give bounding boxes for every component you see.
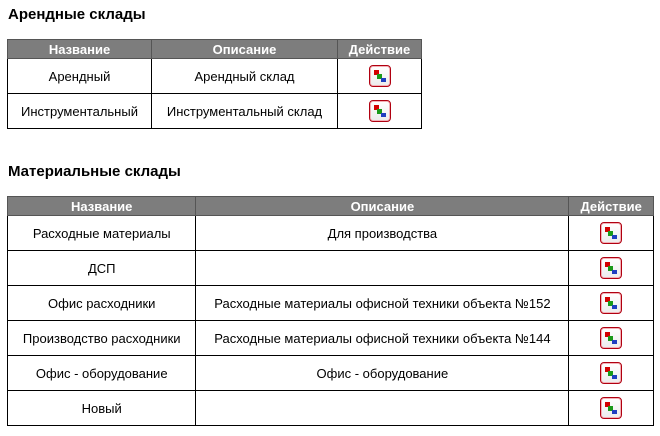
column-header-description: Описание — [152, 40, 338, 59]
rental-warehouses-table — [7, 39, 422, 129]
warehouse-description: Офис - оборудование — [196, 356, 569, 391]
table-row — [8, 216, 654, 251]
warehouse-description: Расходные материалы офисной техники объекта №152 — [196, 286, 569, 321]
edit-icon[interactable] — [600, 222, 622, 244]
warehouse-name: Арендный — [8, 59, 152, 94]
edit-icon[interactable] — [369, 65, 391, 87]
table-row — [8, 286, 654, 321]
action-cell — [569, 391, 654, 426]
action-cell — [338, 59, 422, 94]
table-header-row — [8, 197, 654, 216]
warehouse-name: Производство расходники — [8, 321, 196, 356]
column-header-name: Название — [8, 40, 152, 59]
warehouse-name: Новый — [8, 391, 196, 426]
edit-icon[interactable] — [369, 100, 391, 122]
table-row — [8, 391, 654, 426]
warehouse-name: Офис расходники — [8, 286, 196, 321]
column-header-action: Действие — [338, 40, 422, 59]
edit-icon[interactable] — [600, 397, 622, 419]
column-header-action: Действие — [569, 197, 654, 216]
rental-warehouses-title: Арендные склады — [8, 6, 146, 23]
warehouse-description: Инструментальный склад — [152, 94, 338, 129]
material-warehouses-title: Материальные склады — [8, 163, 181, 180]
action-cell — [569, 286, 654, 321]
edit-icon[interactable] — [600, 362, 622, 384]
material-warehouses-table — [7, 196, 654, 426]
column-header-name: Название — [8, 197, 196, 216]
warehouse-description: Арендный склад — [152, 59, 338, 94]
edit-icon[interactable] — [600, 292, 622, 314]
warehouse-description — [196, 391, 569, 426]
warehouse-name: Офис - оборудование — [8, 356, 196, 391]
action-cell — [338, 94, 422, 129]
table-row — [8, 59, 422, 94]
warehouse-description: Для производства — [196, 216, 569, 251]
edit-icon[interactable] — [600, 327, 622, 349]
action-cell — [569, 251, 654, 286]
warehouse-name: Инструментальный — [8, 94, 152, 129]
warehouse-name: ДСП — [8, 251, 196, 286]
column-header-description: Описание — [196, 197, 569, 216]
table-row — [8, 251, 654, 286]
table-row — [8, 94, 422, 129]
table-row — [8, 356, 654, 391]
table-header-row — [8, 40, 422, 59]
edit-icon[interactable] — [600, 257, 622, 279]
warehouse-description: Расходные материалы офисной техники объекта №144 — [196, 321, 569, 356]
warehouse-name: Расходные материалы — [8, 216, 196, 251]
action-cell — [569, 216, 654, 251]
warehouse-description — [196, 251, 569, 286]
action-cell — [569, 321, 654, 356]
action-cell — [569, 356, 654, 391]
table-row — [8, 321, 654, 356]
